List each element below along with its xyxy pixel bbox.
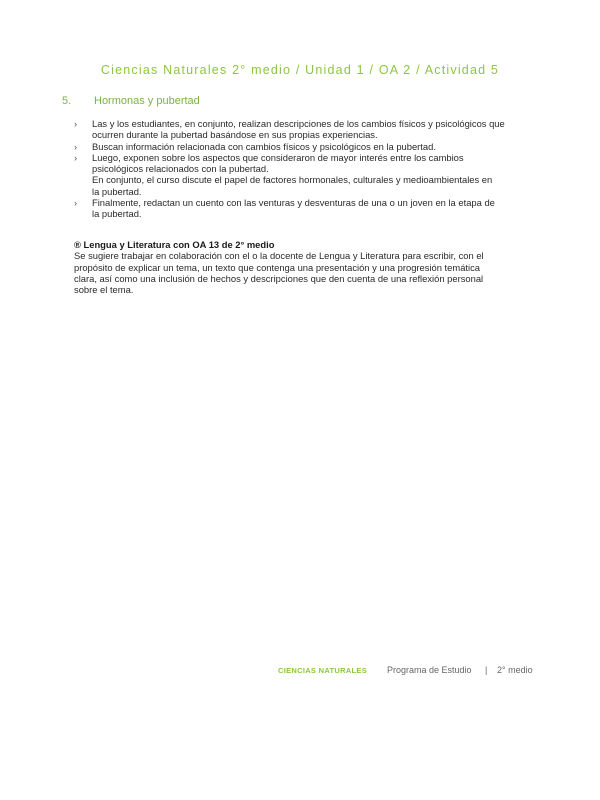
list-item-line: Buscan información relacionada con cambios físicos y psicológicos en la pubertad.	[92, 140, 436, 152]
connection-line: Se sugiere trabajar en colaboración con el o la docente de Lengua y Literatura para escribir, con el	[74, 250, 484, 262]
footer-program: Programa de Estudio	[387, 665, 472, 675]
list-item	[74, 141, 544, 152]
list-item-line: En conjunto, el curso discute el papel de factores hormonales, culturales y medioambientales en	[92, 174, 493, 186]
section-number: 5.	[62, 95, 72, 107]
page-footer	[0, 665, 600, 679]
footer-subject: CIENCIAS NATURALES	[278, 666, 368, 675]
list-item-line: Luego, exponen sobre los aspectos que consideraron de mayor interés entre los cambios	[92, 151, 464, 163]
footer-separator: |	[485, 665, 488, 675]
list-item-line: Finalmente, redactan un cuento con las venturas y desventuras de una o un joven en la etapa de	[92, 197, 495, 209]
section-heading	[62, 95, 200, 107]
connection-line: sobre el tema.	[74, 284, 134, 296]
footer-level: 2° medio	[497, 665, 533, 675]
bullet-arrow-icon: ›	[74, 118, 78, 129]
list-item	[74, 152, 544, 197]
list-item	[74, 118, 544, 141]
list-item-line: psicológicos relacionados con la pubertad.	[92, 163, 269, 175]
bullet-arrow-icon: ›	[74, 151, 78, 163]
connection-title: ® Lengua y Literatura con OA 13 de 2° medio	[74, 239, 275, 250]
list-item	[74, 197, 544, 220]
connection-line: propósito de explicar un tema, un texto que contenga una presentación y una progresión temática	[74, 261, 480, 273]
activity-bullet-list	[74, 118, 544, 220]
connection-line: clara, así como una inclusión de hechos y descripciones que den cuenta de una reflexión personal	[74, 272, 484, 284]
page-header-title: Ciencias Naturales 2° medio / Unidad 1 / OA 2 / Actividad 5	[100, 63, 500, 77]
bullet-arrow-icon: ›	[74, 140, 78, 152]
section-title: Hormonas y pubertad	[94, 95, 200, 107]
list-item-line: la pubertad.	[92, 185, 142, 197]
subject-connection-note	[74, 239, 544, 295]
list-item-line: ocurren durante la pubertad basándose en sus propias experiencias.	[92, 129, 378, 141]
list-item-line: Las y los estudiantes, en conjunto, realizan descripciones de los cambios físicos y psicológicos que	[92, 118, 505, 129]
list-item-line: la pubertad.	[92, 208, 142, 220]
bullet-arrow-icon: ›	[74, 197, 78, 209]
